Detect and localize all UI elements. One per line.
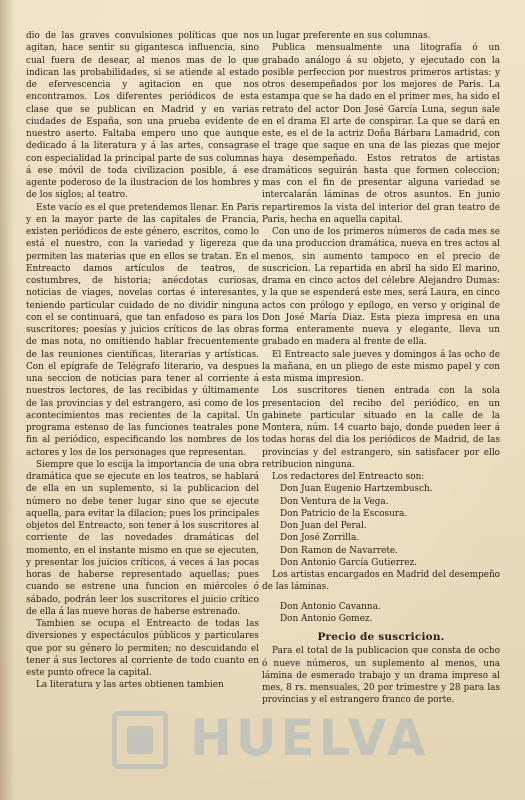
artist-name: Don Antonio Cavanna.	[280, 601, 381, 612]
price-paragraph: Para el total de la publicacion que consta de ocho ó nueve números, un suplemento al menos, una lámina de esmerado trabajo y un drama impreso al mes, 8 rs. mensuales, 20 por trimestre y 28 para las provincias y el estrangero franco de porte.	[262, 646, 500, 706]
left-paragraph-4: Tambien se ocupa el Entreacto de todas las diversiones y espectáculos públicos y particulares que por su género lo permiten; no descuidando el tener á sus lectores al corriente de todo cuanto en este punto ofrece la capital.	[26, 619, 259, 678]
left-paragraph-2: Este vacío es el que pretendemos llenar. En Paris y en la mayor parte de las capitales de Francia, existen periódicos de este género, escritos, como lo está el nuestro, con la variedad y ligereza que permiten las materias que en ellos se tratan. En el Entreacto damos artículos de teatros, de costumbres, de historia; anécdotas curiosas, noticias de viages, novelas cortas é interesantes, teniendo particular cuidado de no dividir ninguna con el se continuará, que tan enfadoso es para los suscritores; poesías y juicios críticos de las obras de mas nota, no omitiendo hablar frecuentemente de las reuniones científicas, literarias y artísticas. Con el epígrafe de Telégrafo literario, va despues una seccion de noticias para tener al corriente á nuestros lectores, de las recibidas y últimamente de las provincias y del estrangero, asi como de los acontecimientos mas recientes de la capital. Un programa estenso de las funciones teatrales pone fin al periódico, especificando los nombres de los actores y los de los personages que representan.	[26, 202, 259, 458]
right-paragraph-4: El Entreacto sale jueves y domingos á las ocho de la mañana, en un pliego de este mismo papel y con esta misma impresion.	[262, 349, 500, 384]
redactors-list	[262, 483, 500, 569]
page-fold-shadow	[0, 0, 14, 800]
spacer	[262, 594, 500, 601]
left-paragraph-1: dio de las graves convulsiones políticas que nos agitan, hace sentir su gigantesca influencia, sino cual fuera de desear, al menos mas de lo que indican las probabilidades, si se atiende al estado de efervescencia y agitacion en que nos encontramos. Los diferentes periódicos de esta clase que se publican en Madrid y en varias ciudades de España, son una prueba evidente de nuestro aserto. Faltaba empero uno que aunque dedicado á la literatura y á las artes, consagrase con especialidad la principal parte de sus columnas á ese móvil de toda civilizacion posible, á ese agente poderoso de la ilustracion de los hombres y de los siglos; al teatro.	[26, 31, 259, 201]
right-paragraph-2: Publica mensualmente una litografía ó un grabado análogo á su objeto, y ejecutado con la posible perfeccion por nuestros primeros artistas: y otros desempeñados por los mejores de Paris. La estampa que se ha dado en el primer mes, ha sido el retrato del actor Don José García Luna, segun sale en el drama El arte de conspirar. La que se dará en este, es el de la actriz Doña Bárbara Lamadrid, con el trage que saque en una de las piezas que mejor haya desempeñado. Estos retratos de artistas dramáticos seguirán hasta que formen coleccion; mas con el fin de presentar alguna variedad se intercalarán láminas de otros asuntos. En junio repartiremos la vista del interior del gran teatro de Paris, hecha en aquella capital.	[262, 43, 500, 225]
artist-name: Don Antonio Gomez.	[280, 613, 373, 624]
left-column	[26, 30, 259, 692]
right-column	[262, 30, 500, 707]
redactor-name: Don Ramon de Navarrete.	[280, 545, 398, 556]
redactors-intro: Los redactores del Entreacto son:	[272, 472, 425, 482]
redactor-name: Don Ventura de la Vega.	[280, 496, 389, 507]
artists-intro: Los artistas encargados en Madrid del desempeño de las láminas.	[262, 570, 500, 593]
redactor-name: Don Juan del Peral.	[280, 521, 367, 531]
left-paragraph-3: Siempre que lo escija la importancia de una obra dramática que se ejecute en los teatros, se hablará de ella en un suplemento, si la publicacion del número no debe tener lugar sino que se ejecute aquella, para evitar la dilacion; pues los principales objetos del Entreacto, son tener á los suscritores al corriente de las novedades dramáticas del momento, en el instante mismo en que se ejecuten, y presentar los juicios críticos, á veces á las pocas horas de haberse representado aquellas; pues cuando se estrene una funcion en miércoles ó sábado, podrán leer los suscritores el juicio crítico de ella á las nueve horas de haberse estrenado.	[26, 459, 259, 617]
redactor-name: Don José Zorrilla.	[280, 533, 360, 544]
right-paragraph-5: Los suscritores tienen entrada con la sola presentacion del recibo del periódico, en un gabinete particular situado en la calle de la Montera, núm. 14 cuarto bajo, donde pueden leer á todas horas del dia los periódicos de Madrid, de las provincias y del estrangero, sin satisfacer por ello retribucion ninguna.	[262, 386, 500, 470]
library-watermark	[112, 705, 442, 775]
right-paragraph-3: Con uno de los primeros números de cada mes se da una produccion dramática, nueva en tres actos al menos, sin aumento tampoco en el precio de suscricion. La repartida en abril ha sido El marino, drama en cinco actos del célebre Alejandro Dumas: y la que se espenderá este mes, será Laura, en cinco actos con prólogo y epílogo, en verso y original de Don José María Diaz. Esta pieza impresa en una forma enteramente nueva y elegante, lleva un grabado en madera al frente de ella.	[262, 227, 500, 348]
price-heading: Precio de suscricion.	[317, 631, 445, 643]
right-paragraph-1: un lugar preferente en sus columnas.	[262, 31, 431, 41]
redactor-name: Don Patricio de la Escosura.	[280, 508, 408, 519]
redactor-name: Don Antonio García Gutierrez.	[280, 557, 417, 568]
watermark-text: HUELVA	[190, 709, 430, 767]
library-logo-icon	[112, 711, 168, 769]
artists-list	[262, 601, 500, 626]
left-paragraph-5: La literatura y las artes obtienen tambien	[36, 680, 224, 691]
redactor-name: Don Juan Eugenio Hartzembusch.	[280, 484, 433, 495]
